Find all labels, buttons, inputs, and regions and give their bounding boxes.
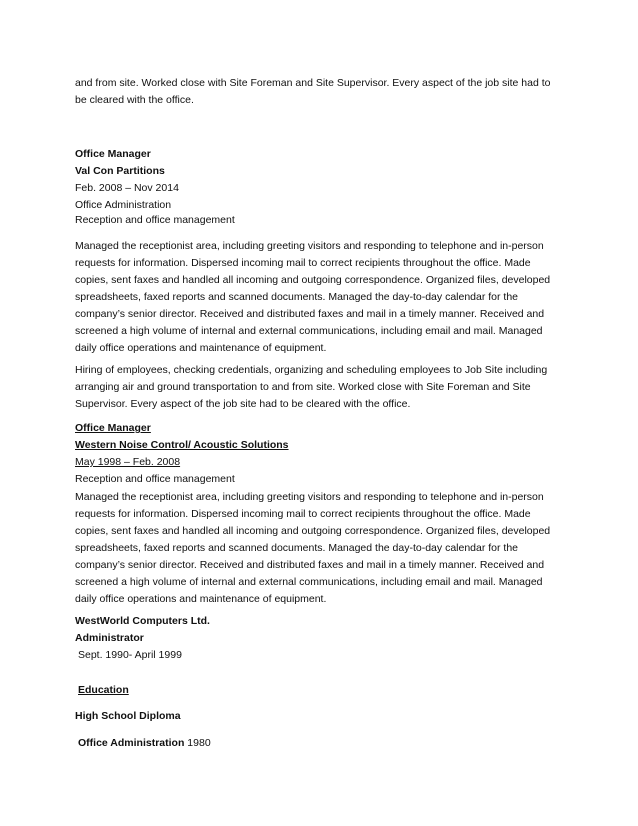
job-summary: Reception and office management bbox=[75, 473, 235, 485]
company-name: Val Con Partitions bbox=[75, 165, 165, 177]
program-name: Office Administration bbox=[78, 737, 185, 749]
job-summary bbox=[75, 212, 555, 229]
job-title: Administrator bbox=[75, 632, 144, 644]
education-degree bbox=[75, 708, 555, 725]
text-line: Managed the receptionist area, including greeting visitors and responding to telephone and in-person bbox=[75, 491, 544, 503]
job-dates: Sept. 1990- April 1999 bbox=[78, 649, 182, 661]
text-line: company’s senior director. Received and distributed faxes and mail in a timely manner. Received and bbox=[75, 559, 545, 571]
education-section bbox=[75, 682, 555, 699]
job-header-westworld bbox=[75, 613, 555, 664]
section-heading: Education bbox=[78, 684, 129, 696]
job-dates: Feb. 2008 – Nov 2014 bbox=[75, 182, 179, 194]
company-name: WestWorld Computers Ltd. bbox=[75, 615, 210, 627]
text-line: daily office operations and maintenance of equipment. bbox=[75, 342, 327, 354]
text-line: Hiring of employees, checking credentials, organizing and scheduling employees to Job Site including bbox=[75, 364, 548, 376]
summary-line: Reception and office management bbox=[75, 214, 235, 226]
job-dates: May 1998 – Feb. 2008 bbox=[75, 456, 181, 468]
text-line: Supervisor. Every aspect of the job site had to be cleared with the office. bbox=[75, 398, 411, 410]
job-title: Office Manager bbox=[75, 422, 151, 434]
job-description bbox=[75, 362, 555, 413]
text-line: arranging air and ground transportation to and from site. Worked close with Site Foreman and Site bbox=[75, 381, 531, 393]
degree-name: High School Diploma bbox=[75, 710, 181, 722]
job-header-western-noise bbox=[75, 420, 555, 488]
text-line: copies, sent faxes and handled all incoming and outgoing correspondence. Organized files, developed bbox=[75, 525, 551, 537]
text-line: spreadsheets, faxed reports and scanned documents. Managed the day-to-day calendar for the bbox=[75, 291, 519, 303]
text-line: screened a high volume of internal and external communications, including email and mail. Managed bbox=[75, 576, 543, 588]
text-line: Managed the receptionist area, including greeting visitors and responding to telephone and in-person bbox=[75, 240, 544, 252]
job-header-val-con bbox=[75, 146, 555, 214]
program-year: 1980 bbox=[187, 737, 211, 749]
job-title: Office Manager bbox=[75, 148, 151, 160]
job-description bbox=[75, 238, 555, 357]
education-program bbox=[75, 735, 555, 752]
job-department: Office Administration bbox=[75, 199, 172, 211]
text-line: requests for information. Dispersed incoming mail to correct recipients throughout the office. Made bbox=[75, 508, 531, 520]
text-line: requests for information. Dispersed incoming mail to correct recipients throughout the office. Made bbox=[75, 257, 531, 269]
text-line: copies, sent faxes and handled all incoming and outgoing correspondence. Organized files, developed bbox=[75, 274, 551, 286]
job-description bbox=[75, 489, 555, 608]
company-name: Western Noise Control/ Acoustic Solutions bbox=[75, 439, 289, 451]
text-line: screened a high volume of internal and external communications, including email and mail. Managed bbox=[75, 325, 543, 337]
text-line: company’s senior director. Received and distributed faxes and mail in a timely manner. Received and bbox=[75, 308, 545, 320]
text-line: and from site. Worked close with Site Foreman and Site Supervisor. Every aspect of the job site had to bbox=[75, 77, 551, 89]
text-line: spreadsheets, faxed reports and scanned documents. Managed the day-to-day calendar for the bbox=[75, 542, 519, 554]
text-line: be cleared with the office. bbox=[75, 94, 194, 106]
intro-paragraph bbox=[75, 75, 555, 109]
text-line: daily office operations and maintenance of equipment. bbox=[75, 593, 327, 605]
